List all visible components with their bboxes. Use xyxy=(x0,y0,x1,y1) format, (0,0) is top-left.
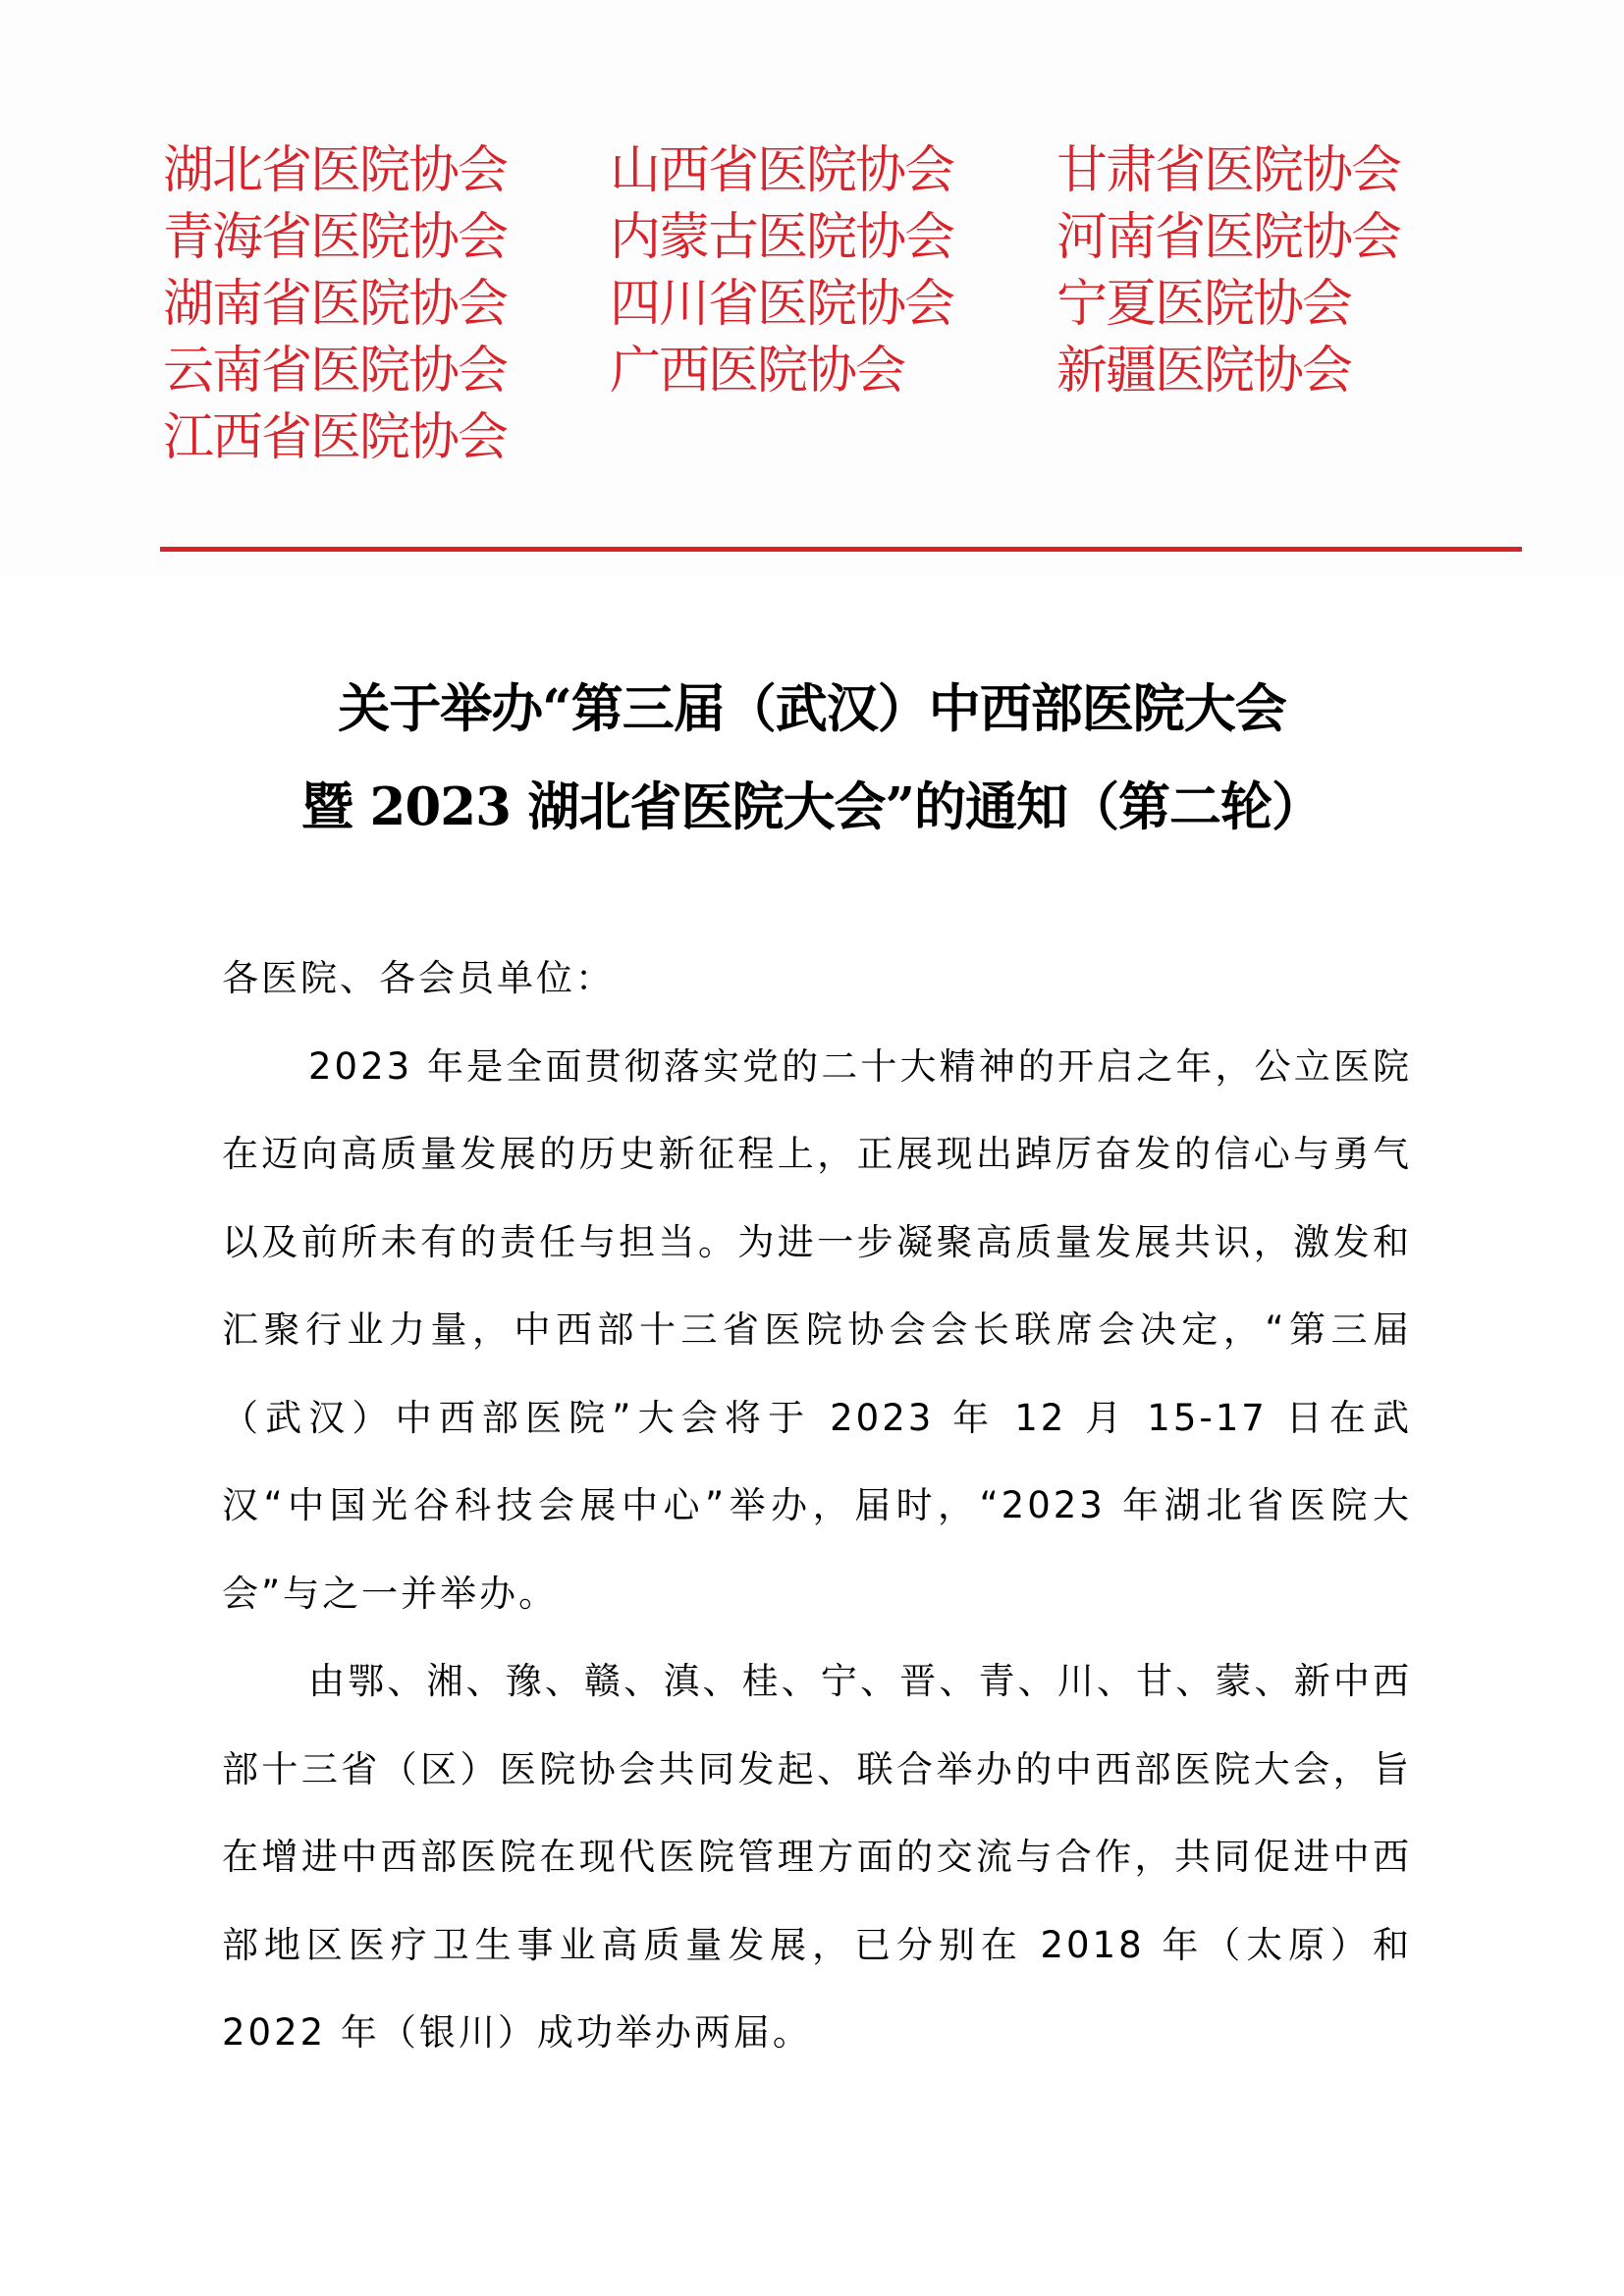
document-title xyxy=(157,660,1467,856)
issuer-name: 广西医院协会 xyxy=(610,342,905,400)
issuer-name: 湖北省医院协会 xyxy=(163,141,508,200)
body-paragraph: 由鄂、湘、豫、赣、滇、桂、宁、晋、青、川、甘、蒙、新中西部十三省（区）医院协会共同发起、联合举办的中西部医院大会，旨在增进中西部医院在现代医院管理方面的交流与合作，共同促进中西部地区医疗卫生事业高质量发展，已分别在 2018 年（太原）和 2022 年（银川）成功举办两届。 xyxy=(222,1660,1412,2054)
issuer-name: 甘肃省医院协会 xyxy=(1056,141,1401,200)
salutation: 各医院、各会员单位： xyxy=(222,957,615,999)
issuer-name: 青海省医院协会 xyxy=(163,208,508,267)
body-paragraph: 2023 年是全面贯彻落实党的二十大精神的开启之年，公立医院在迈向高质量发展的历史新征程上，正展现出踔厉奋发的信心与勇气以及前所未有的责任与担当。为进一步凝聚高质量发展共识，激发和汇聚行业力量，中西部十三省医院协会会长联席会决定，“第三届（武汉）中西部医院”大会将于 2023 年 12 月 15-17 日在武汉“中国光谷科技会展中心”举办，届时，“2023 年湖北省医院大会”与之一并举办。 xyxy=(222,1044,1412,1615)
issuer-name: 新疆医院协会 xyxy=(1056,342,1352,400)
title-line-1: 关于举办“第三届（武汉）中西部医院大会 xyxy=(338,678,1286,739)
issuer-name: 内蒙古医院协会 xyxy=(610,208,954,267)
issuer-list xyxy=(163,137,1538,471)
title-line-2: 暨 2023 湖北省医院大会”的通知（第二轮） xyxy=(301,776,1323,837)
issuer-name: 宁夏医院协会 xyxy=(1056,275,1352,334)
issuer-name: 山西省医院协会 xyxy=(610,141,954,200)
issuer-name: 云南省医院协会 xyxy=(163,342,508,400)
issuer-name: 四川省医院协会 xyxy=(610,275,954,334)
issuer-name: 河南省医院协会 xyxy=(1056,208,1401,267)
red-divider-line xyxy=(160,547,1522,552)
issuer-name: 湖南省医院协会 xyxy=(163,275,508,334)
letterhead xyxy=(0,0,1624,574)
document-body xyxy=(222,934,1412,2077)
issuer-name: 江西省医院协会 xyxy=(163,408,508,467)
